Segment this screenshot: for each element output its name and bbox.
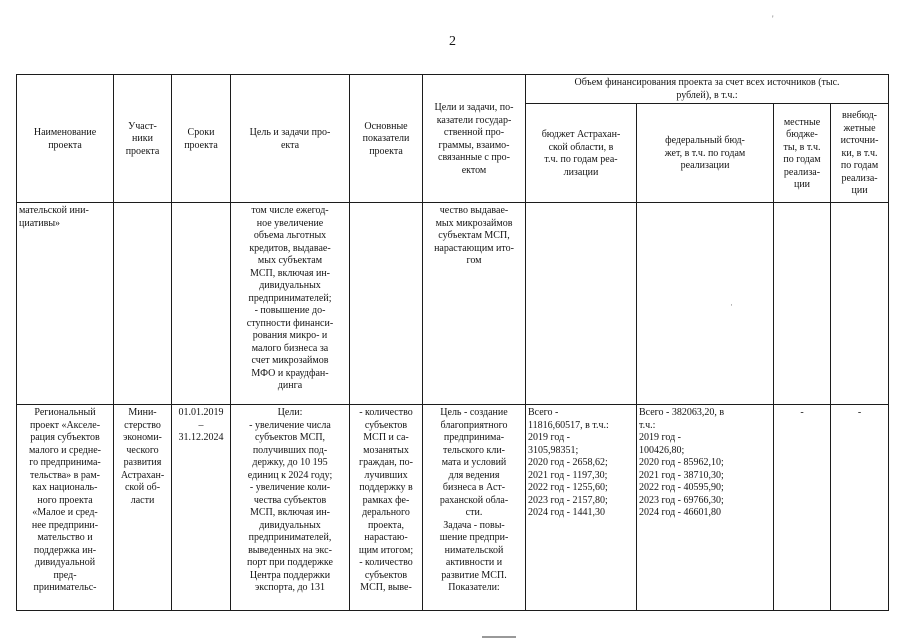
row1-fin-local [774, 203, 831, 405]
row1-fin-extra [831, 203, 889, 405]
header-program-goals: Цели и задачи, по- казатели государ- ственной про- граммы, взаимо- связанные с про- ектом [423, 75, 526, 203]
header-financing: Объем финансирования проекта за счет всех источников (тыс. рублей), в т.ч.: [526, 75, 889, 104]
project-table [16, 74, 889, 611]
row1-goal: том числе ежегод- ное увеличение объема льготных кредитов, выдавае- мых субъектам МСП, включая ин- дивидуальных предпринимателей; - повышение до- ступности финанси- рования микро- и малого бизнеса за счет микрозаймов МФО и краудфан- динга [231, 203, 350, 405]
row1-fin-federal [637, 203, 774, 405]
header-dates: Сроки проекта [172, 75, 231, 203]
row2-program-goals: Цель - создание благоприятного предпринима- тельского кли- мата и условий для ведения бизнеса в Аст- раханской обла- сти. Задача - повы- шение предпри- нимательской активности и развитие МСП. Показатели: [423, 405, 526, 611]
row2-dates: 01.01.2019 – 31.12.2024 [172, 405, 231, 611]
page-number: 2 [449, 34, 456, 49]
row1-participants [114, 203, 172, 405]
row1-program-goals: чество выдавае- мых микрозаймов субъектам МСП, нарастающим ито- гом [423, 203, 526, 405]
row2-name: Региональный проект «Акселе- рация субъектов малого и средне- го предпринима- тельства» в рам- ках националь- ного проекта «Малое и сред- нее предприни- мательство и поддержка ин- дивидуальной пред- принимательс- [17, 405, 114, 611]
row2-fin-federal: Всего - 382063,20, в т.ч.: 2019 год - 100426,80; 2020 год - 85962,10; 2021 год - 38710,30; 2022 год - 40595,90; 2023 год - 69766,30; 2024 год - 46601,80 [637, 405, 774, 611]
header-participants: Участ- ники проекта [114, 75, 172, 203]
row1-dates [172, 203, 231, 405]
row1-indicators [350, 203, 423, 405]
table-row [17, 203, 889, 405]
row1-name: мательской ини- циативы» [17, 203, 114, 405]
table-row [17, 405, 889, 611]
row2-goal: Цели: - увеличение числа субъектов МСП, получивших под- держку, до 10 195 единиц к 2024 году; - увеличение коли- чества субъектов МСП, включая ин- дивидуальных предпринимателей, выведенных на экс- порт при поддержке Центра поддержки экспорта, до 131 [231, 405, 350, 611]
row1-fin-regional [526, 203, 637, 405]
scan-speck: ' [772, 14, 774, 24]
header-goal: Цель и задачи про- екта [231, 75, 350, 203]
row2-indicators: - количество субъектов МСП и са- мозанятых граждан, по- лучивших поддержку в рамках фе- дерального проекта, нарастаю- щим итогом; - количество субъектов МСП, выве- [350, 405, 423, 611]
header-fin-regional: бюджет Астрахан- ской области, в т.ч. по годам реа- лизации [526, 104, 637, 203]
row2-fin-extra: - [831, 405, 889, 611]
header-name: Наименование проекта [17, 75, 114, 203]
header-row [17, 75, 889, 104]
header-fin-local: местные бюдже- ты, в т.ч. по годам реализа- ции [774, 104, 831, 203]
row2-fin-regional: Всего - 11816,60517, в т.ч.: 2019 год - 3105,98351; 2020 год - 2658,62; 2021 год - 1197,30; 2022 год - 1255,60; 2023 год - 2157,80; 2024 год - 1441,30 [526, 405, 637, 611]
scan-edge-mark [482, 636, 516, 638]
header-fin-federal: федеральный бюд- жет, в т.ч. по годам реализации [637, 104, 774, 203]
header-indicators: Основные показатели проекта [350, 75, 423, 203]
row2-participants: Мини- стерство экономи- ческого развития Астрахан- ской об- ласти [114, 405, 172, 611]
scan-speck: · [730, 300, 733, 310]
header-fin-extra: внебюд- жетные источни- ки, в т.ч. по годам реализа- ции [831, 104, 889, 203]
row2-fin-local: - [774, 405, 831, 611]
